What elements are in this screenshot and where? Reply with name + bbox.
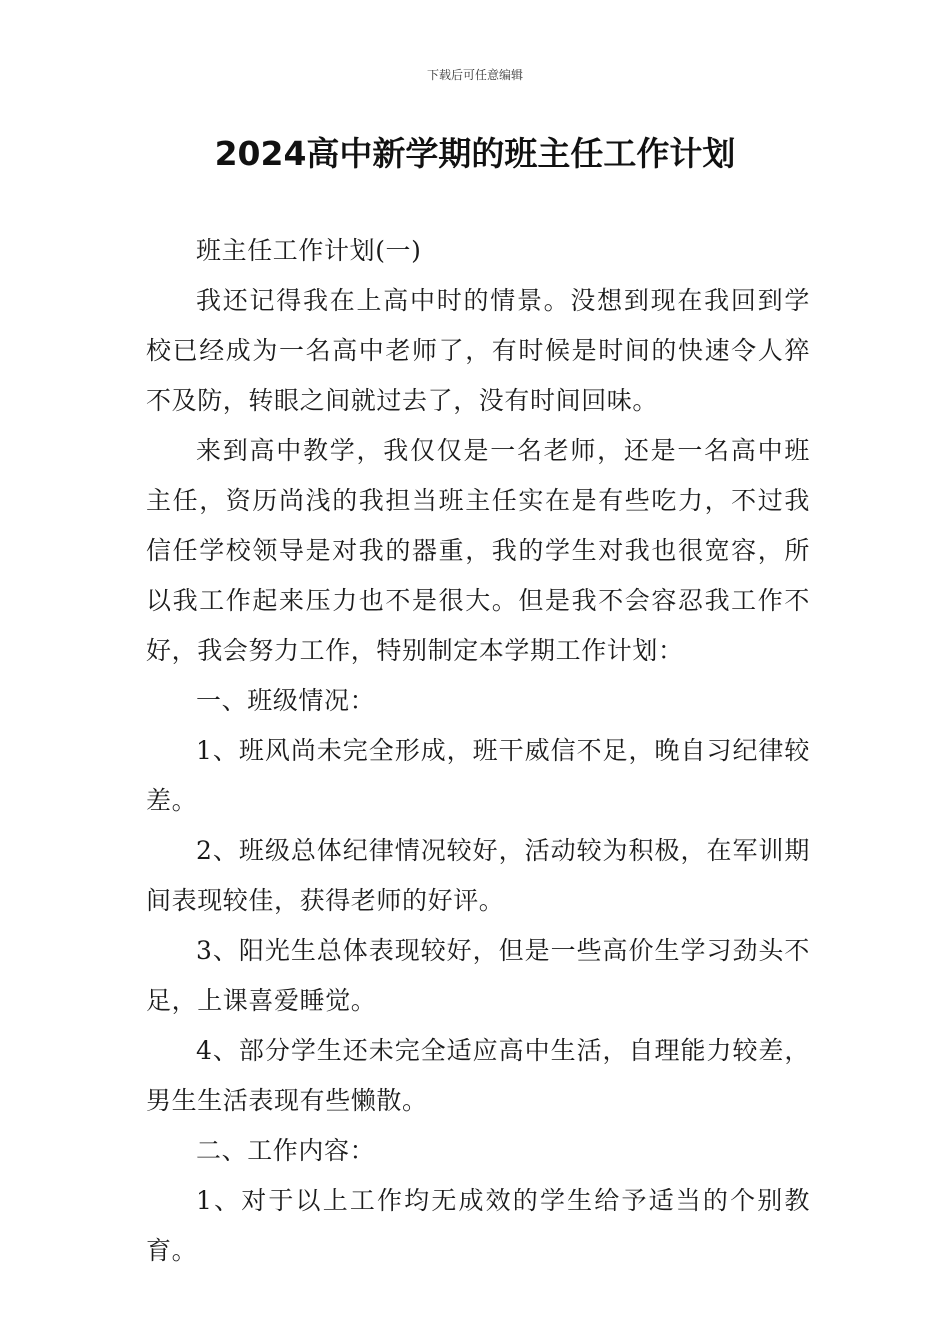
header-note: 下载后可任意编辑 — [426, 68, 523, 82]
list-item: 4、部分学生还未完全适应高中生活，自理能力较差，男生生活表现有些懒散。 — [146, 1036, 810, 1115]
list-item: 3、阳光生总体表现较好，但是一些高价生学习劲头不足，上课喜爱睡觉。 — [146, 936, 810, 1015]
section-heading: 二、工作内容： — [196, 1136, 376, 1165]
list-item: 2、班级总体纪律情况较好，活动较为积极，在军训期间表现较佳，获得老师的好评。 — [146, 836, 810, 915]
paragraph: 我还记得我在上高中时的情景。没想到现在我回到学校已经成为一名高中老师了，有时候是时间的快速令人猝不及防，转眼之间就过去了，没有时间回味。 — [146, 286, 810, 415]
paragraph-subtitle: 班主任工作计划(一) — [196, 236, 422, 265]
paragraph: 来到高中教学，我仅仅是一名老师，还是一名高中班主任，资历尚浅的我担当班主任实在是有些吃力，不过我信任学校领导是对我的器重，我的学生对我也很宽容，所以我工作起来压力也不是很大。但是我不会容忍我工作不好，我会努力工作，特别制定本学期工作计划： — [146, 436, 810, 665]
list-item: 1、对于以上工作均无成效的学生给予适当的个别教育。 — [146, 1186, 810, 1265]
document-title: 2024高中新学期的班主任工作计划 — [214, 134, 736, 173]
section-heading: 一、班级情况： — [196, 686, 376, 715]
list-item: 1、班风尚未完全形成，班干威信不足，晚自习纪律较差。 — [146, 736, 810, 815]
document-body — [146, 226, 810, 1276]
